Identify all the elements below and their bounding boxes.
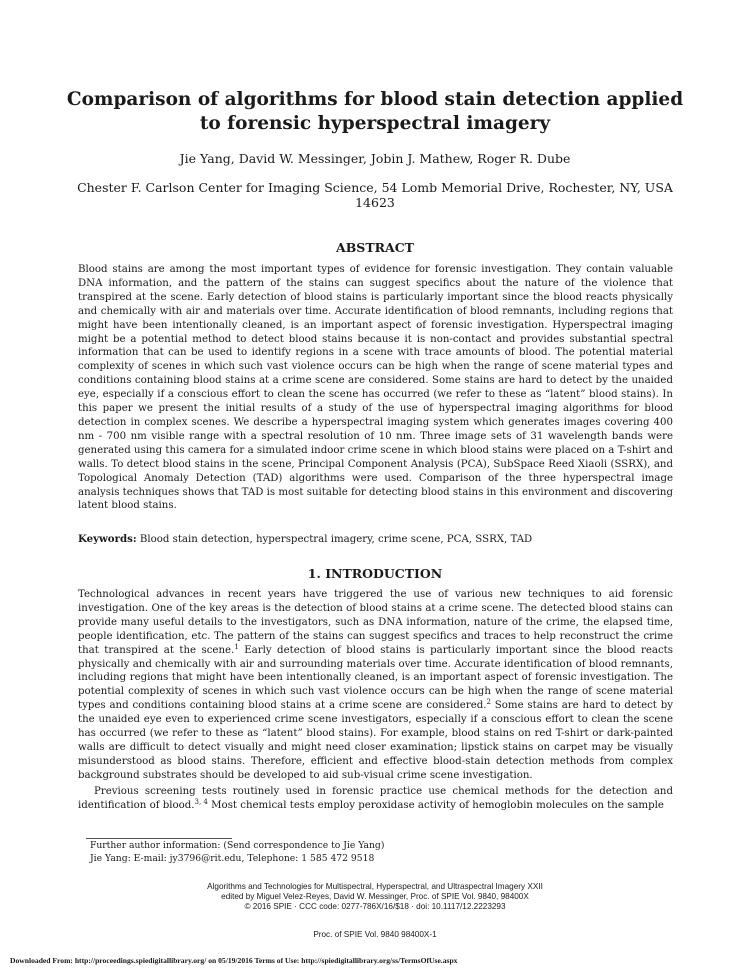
intro-p1-part-a: Technological advances in recent years have triggered the use of various new techniques to aid forensic investigation. One of the key areas is the detection of blood stains at a crime scene. The detected blood stains can provide many useful details to the investigators, such as DNA information, nature of the crime, the elapsed time, people identification, etc. The pattern of the stains can suggest specifics and traces to help reconstruct the crime that transpired at the scene. (78, 589, 673, 656)
footnote-line-1: Further author information: (Send correspondence to Jie Yang) (90, 840, 385, 851)
intro-p2-part-a: Previous screening tests routinely used in forensic practice use chemical methods for the detection and identification of blood. (78, 785, 673, 811)
keywords-label: Keywords: (78, 533, 137, 545)
paper-title: Comparison of algorithms for blood stain detection applied to forensic hyperspectral imagery (66, 89, 684, 134)
proceedings-line-2: edited by Miguel Velez-Reyes, David W. Messinger, Proc. of SPIE Vol. 9840, 98400X (221, 892, 529, 901)
citation-ref[interactable]: 2 (486, 698, 491, 707)
citation-ref[interactable]: 3, 4 (194, 797, 208, 806)
author-list: Jie Yang, David W. Messinger, Jobin J. Mathew, Roger R. Dube (179, 151, 571, 166)
affiliation: Chester F. Carlson Center for Imaging Science, 54 Lomb Memorial Drive, Rochester, NY, USA 14623 (77, 180, 673, 210)
author-footnote (90, 840, 650, 865)
introduction-body (78, 588, 673, 813)
intro-paragraph-1 (78, 588, 673, 783)
citation-ref[interactable]: 1 (234, 642, 239, 651)
abstract-body (78, 263, 673, 513)
keywords-text: Blood stain detection, hyperspectral imagery, crime scene, PCA, SSRX, TAD (139, 534, 533, 545)
proceedings-line-3: © 2016 SPIE · CCC code: 0277-786X/16/$18 · doi: 10.1117/12.2223293 (244, 902, 506, 911)
intro-paragraph-2 (78, 785, 673, 813)
proceedings-line-1: Algorithms and Technologies for Multispectral, Hyperspectral, and Ultraspectral Imagery XXII (207, 882, 543, 891)
footnote-line-2: Jie Yang: E-mail: jy3796@rit.edu, Telephone: 1 585 472 9518 (90, 852, 375, 864)
footnote-divider (86, 838, 232, 839)
abstract-heading: ABSTRACT (336, 240, 414, 255)
keywords-line (78, 533, 673, 547)
download-notice: Downloaded From: http://proceedings.spiedigitallibrary.org/ on 05/19/2016 Terms of Use: http://spiedigitallibrary.org/ss/TermsOfUse.aspx (10, 956, 458, 965)
intro-p1-part-b: Early detection of blood stains is particularly important since the blood reacts physically and chemically with air and surrounding materials over time. Accurate identification of blood remnants, including regions that might have been intentionally cleaned, is an important aspect of forensic investigation. The potential complexity of scenes in which such vast violence occurs can be high when the range of scene material types and conditions containing blood stains at a crime scene are considered. (78, 644, 673, 712)
page-identifier: Proc. of SPIE Vol. 9840 98400X-1 (313, 930, 437, 939)
abstract-text: Blood stains are among the most important types of evidence for forensic investigation. They contain valuable DNA information, and the pattern of the stains can suggest specifics about the nature of the violence that transpired at the scene. Early detection of blood stains is particularly important since the blood reacts physically and chemically with air and materials over time. Accurate identification of blood remnants, including regions that might have been intentionally cleaned, is an important aspect of forensic investigation. Hyperspectral imaging might be a potential method to detect blood stains because it is non-contact and provides substantial spectral information that can be used to identify regions in a scene with trace amounts of blood. The potential material complexity of scenes in which such vast violence occurs can be high when the range of scene material types and conditions containing blood stains at a crime scene are considered. Some stains are hard to detect by the unaided eye, especially if a conscious effort to clean the scene has occurred (we refer to these as “latent” blood stains). In this paper we present the initial results of a study of the use of hyperspectral imaging algorithms for blood detection in complex scenes. We describe a hyperspectral imaging system which generates images covering 400 nm - 700 nm visible range with a spectral resolution of 10 nm. Three image sets of 31 wavelength bands were generated using this camera for a simulated indoor crime scene in which blood stains were placed on a T-shirt and walls. To detect blood stains in the scene, Principal Component Analysis (PCA), SubSpace Reed Xiaoli (SSRX), and Topological Anomaly Detection (TAD) algorithms were used. Comparison of the three hyperspectral image analysis techniques shows that TAD is most suitable for detecting blood stains in this environment and discovering latent blood stains. (78, 264, 673, 512)
proceedings-info (130, 882, 620, 912)
intro-p2-part-b: Most chemical tests employ peroxidase activity of hemoglobin molecules on the sample (207, 799, 664, 811)
introduction-heading: 1. INTRODUCTION (307, 566, 443, 581)
intro-p1-part-c: Some stains are hard to detect by the unaided eye even to experienced crime scene investigators, especially if a conscious effort to clean the scene has occurred (we refer to these as “latent” blood stains). For example, blood stains on red T-shirt or dark-painted walls are difficult to detect visually and might need closer examination; lipstick stains on carpet may be visually misunderstood as blood stains. Therefore, efficient and effective blood-stain detection methods from complex background substrates should be developed to aid sub-visual crime scene investigation. (78, 700, 674, 781)
